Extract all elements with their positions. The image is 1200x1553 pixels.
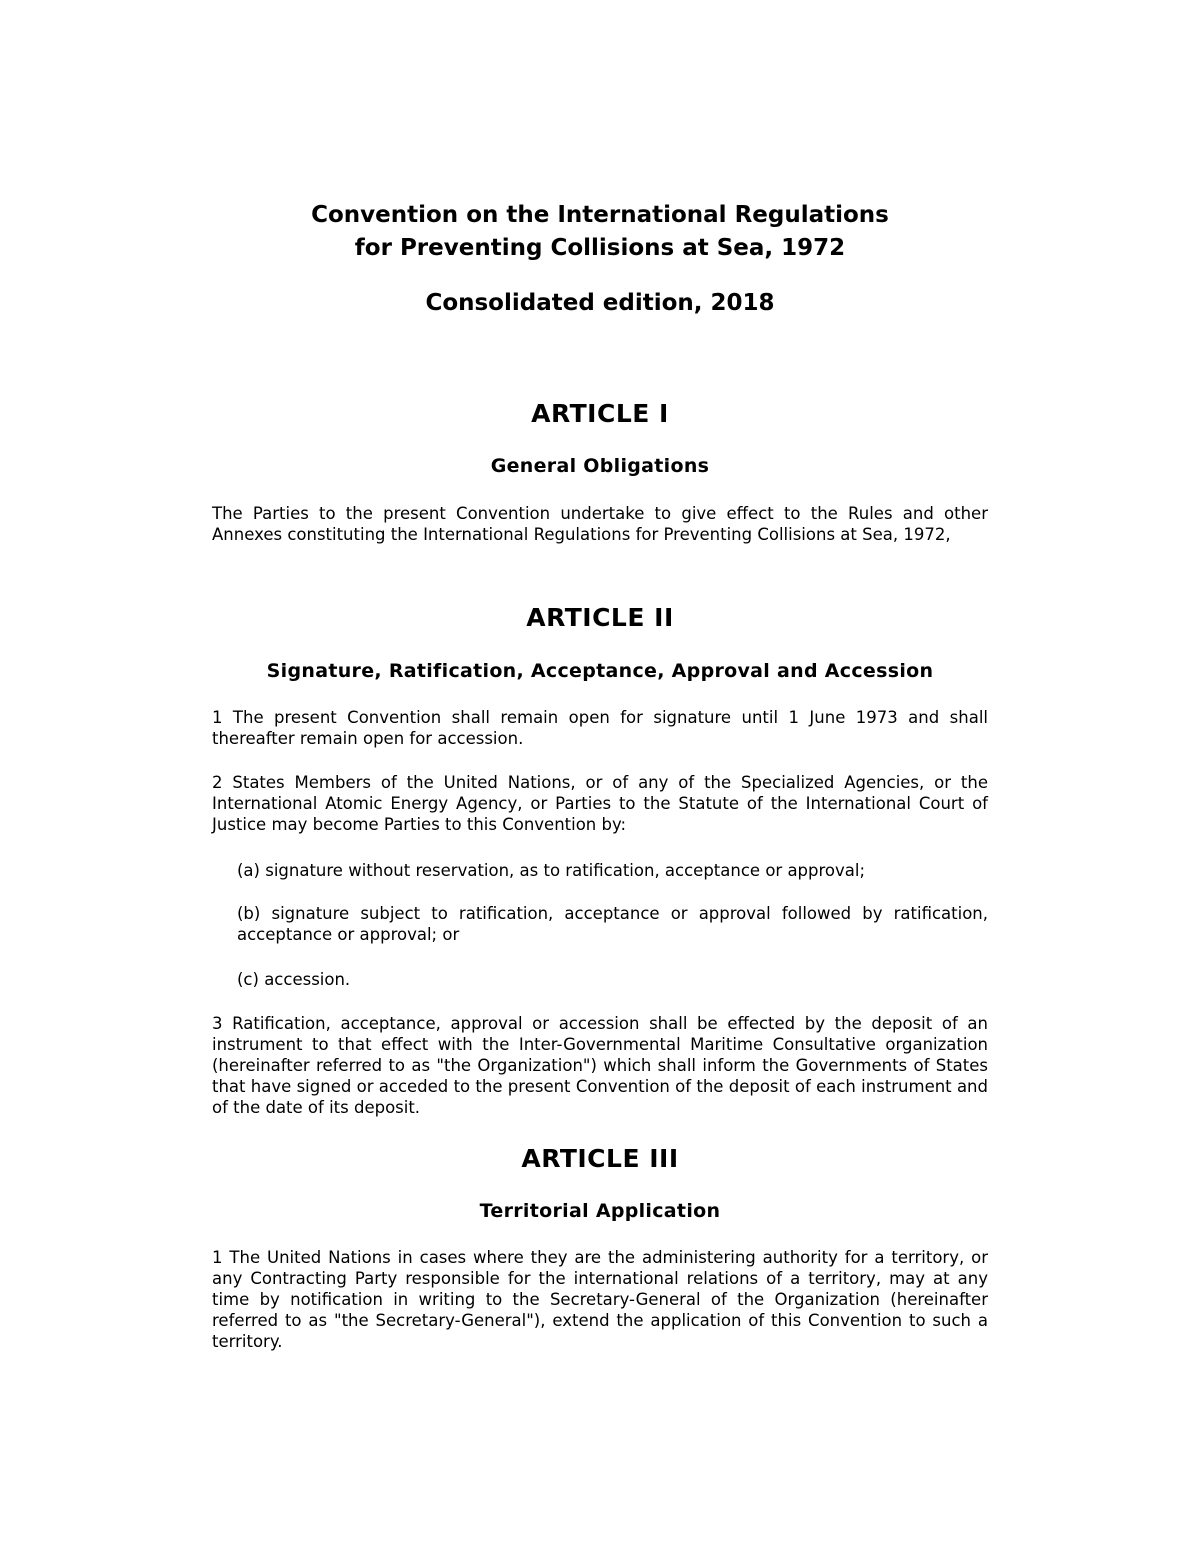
article-1-heading: ARTICLE I — [531, 399, 669, 428]
article-1-subheading: General Obligations — [490, 455, 710, 477]
article-3-subheading: Territorial Application — [479, 1200, 721, 1222]
document-title-block — [0, 199, 1200, 320]
article-2-paragraph-3: 3 Ratification, acceptance, approval or accession shall be effected by the deposit of an instrument to that effect with the Inter-Governmental Maritime Consultative organization (hereinafter referred to as "the Organization") which shall inform the Governments of States that have signed or acceded to the present Convention of the deposit of each instrument and of the date of its deposit. — [212, 1014, 988, 1117]
article-3-paragraph-1: 1 The United Nations in cases where they are the administering authority for a territory, or any Contracting Party responsible for the international relations of a territory, may at any time by notification in writing to the Secretary-General of the Organization (hereinafter referred to as "the Secretary-General"), extend the application of this Convention to such a territory. — [212, 1248, 988, 1351]
article-3-heading: ARTICLE III — [521, 1144, 679, 1173]
document-title-line-1: Convention on the International Regulations — [311, 202, 889, 228]
article-2-paragraph-1: 1 The present Convention shall remain open for signature until 1 June 1973 and shall thereafter remain open for accession. — [212, 708, 988, 748]
article-2-subheading: Signature, Ratification, Acceptance, Approval and Accession — [266, 660, 934, 682]
article-2-item-c: (c) accession. — [237, 970, 351, 989]
article-2-paragraph-2: 2 States Members of the United Nations, or of any of the Specialized Agencies, or the International Atomic Energy Agency, or Parties to the Statute of the International Court of Justice may become Parties to this Convention by: — [212, 773, 988, 834]
article-2-item-b: (b) signature subject to ratification, acceptance or approval followed by ratification, acceptance or approval; or — [237, 904, 988, 944]
article-2-heading: ARTICLE II — [526, 603, 674, 632]
article-1-paragraph-1: The Parties to the present Convention undertake to give effect to the Rules and other Annexes constituting the International Regulations for Preventing Collisions at Sea, 1972, — [212, 504, 988, 544]
document-title-line-2: for Preventing Collisions at Sea, 1972 — [354, 235, 846, 261]
document-edition: Consolidated edition, 2018 — [425, 290, 775, 316]
article-2-item-a: (a) signature without reservation, as to ratification, acceptance or approval; — [237, 861, 866, 880]
